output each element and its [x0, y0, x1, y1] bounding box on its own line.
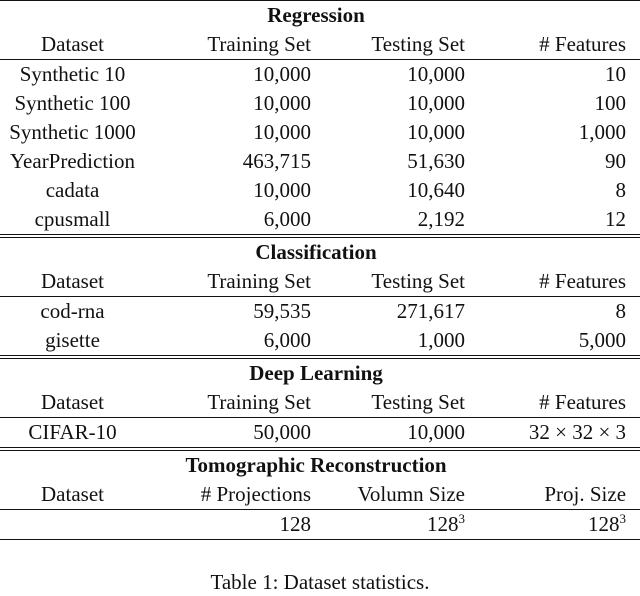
cell-dataset: Synthetic 1000: [9, 120, 136, 144]
cell-testing: 271,617: [325, 297, 479, 327]
section-title: Classification: [0, 236, 640, 267]
table-row: [0, 205, 640, 236]
column-header-volume: Volumn Size: [357, 482, 465, 506]
table-row: [0, 326, 640, 357]
volume-base: 128: [427, 512, 459, 536]
cell-dataset: cadata: [45, 178, 100, 202]
cell-proj-size: [479, 510, 640, 540]
cell-training: 10,000: [253, 91, 311, 115]
column-header-projections: # Projections: [200, 482, 311, 506]
table-row: [0, 118, 640, 147]
cell-training: 59,535: [153, 297, 325, 327]
column-header-testing: Testing Set: [371, 269, 465, 293]
cell-training: 6,000: [263, 328, 311, 352]
table-caption: Table 1: Dataset statistics.: [210, 570, 430, 594]
proj-size-exponent: 3: [619, 511, 627, 526]
column-header-dataset: Dataset: [41, 32, 104, 56]
cell-testing: 2,192: [417, 207, 465, 231]
column-header-training: Training Set: [207, 390, 311, 414]
proj-size-base: 128: [588, 512, 620, 536]
table-row: [0, 89, 640, 118]
cell-features: 90: [605, 149, 627, 173]
cell-dataset: cod-rna: [0, 297, 153, 327]
column-header-row: [0, 267, 640, 297]
cell-volume: [325, 510, 479, 540]
cell-features: 10: [479, 60, 640, 90]
section-header-regression: [0, 1, 640, 31]
column-header-training: Training Set: [207, 32, 311, 56]
column-header-features: # Features: [539, 390, 627, 414]
section-title: Deep Learning: [0, 357, 640, 388]
column-header-dataset: Dataset: [41, 390, 104, 414]
cell-projections: 128: [153, 510, 325, 540]
cell-dataset: cpusmall: [34, 207, 111, 231]
cell-testing: 51,630: [407, 149, 465, 173]
section-header-deep-learning: [0, 357, 640, 388]
column-header-features: # Features: [539, 32, 627, 56]
cell-features: 8: [615, 178, 627, 202]
cell-training: 50,000: [153, 418, 325, 450]
column-header-row: [0, 30, 640, 60]
cell-features: 32 × 32 × 3: [479, 418, 640, 450]
column-header-features: # Features: [539, 269, 627, 293]
cell-testing: 10,640: [407, 178, 465, 202]
cell-features: 12: [605, 207, 627, 231]
table-row: [0, 418, 640, 450]
cell-testing: 10,000: [407, 120, 465, 144]
cell-features: 5,000: [578, 328, 627, 352]
column-header-dataset: Dataset: [41, 269, 104, 293]
column-header-training: Training Set: [207, 269, 311, 293]
volume-exponent: 3: [458, 511, 465, 526]
cell-testing: 1,000: [417, 328, 465, 352]
cell-dataset: CIFAR-10: [0, 418, 153, 450]
column-header-proj-size: Proj. Size: [544, 482, 627, 506]
table-row: [0, 297, 640, 327]
table-row: [0, 510, 640, 540]
section-title: Regression: [0, 1, 640, 31]
cell-features: 100: [594, 91, 627, 115]
cell-dataset: Synthetic 100: [14, 91, 131, 115]
section-title: Tomographic Reconstruction: [0, 449, 640, 480]
section-header-tomographic: [0, 449, 640, 480]
cell-testing: 10,000: [325, 60, 479, 90]
cell-training: 463,715: [242, 149, 311, 173]
cell-dataset: Synthetic 10: [0, 60, 153, 90]
cell-testing: 10,000: [407, 91, 465, 115]
column-header-testing: Testing Set: [371, 32, 465, 56]
column-header-row: [0, 480, 640, 510]
table-row: [0, 60, 640, 90]
cell-training: 6,000: [263, 207, 311, 231]
cell-dataset: [0, 510, 153, 540]
column-header-dataset: Dataset: [41, 482, 104, 506]
cell-features: 1,000: [578, 120, 627, 144]
cell-dataset: YearPrediction: [9, 149, 135, 173]
cell-training: 10,000: [253, 120, 311, 144]
cell-dataset: gisette: [45, 328, 100, 352]
cell-training: 10,000: [253, 178, 311, 202]
section-header-classification: [0, 236, 640, 267]
column-header-testing: Testing Set: [371, 390, 465, 414]
column-header-row: [0, 388, 640, 418]
cell-training: 10,000: [153, 60, 325, 90]
table-row: [0, 147, 640, 176]
cell-testing: 10,000: [325, 418, 479, 450]
cell-features: 8: [479, 297, 640, 327]
table-row: [0, 176, 640, 205]
